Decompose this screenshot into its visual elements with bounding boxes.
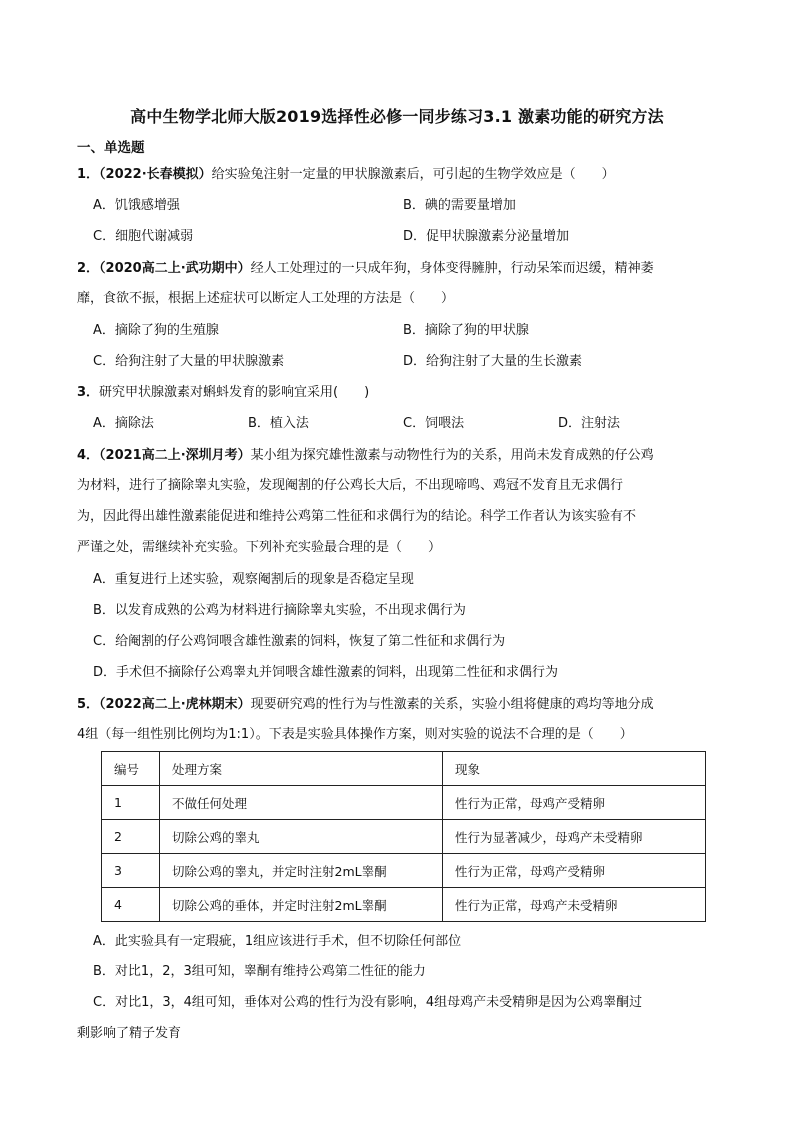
q1-option-d: D．促甲状腺激素分泌量增加 (403, 229, 570, 244)
question-4-stem (77, 447, 654, 465)
section-heading: 一、单选题 (77, 140, 145, 156)
question-number: 5． (77, 697, 100, 712)
question-source: （2020高二上·武功期中） (99, 261, 251, 276)
question-source: （2022高二上·虎林期末） (99, 697, 251, 712)
q2-option-b: B．摘除了狗的甲状腺 (403, 323, 529, 338)
question-4-stem-line-2: 为材料，进行了摘除睾丸实验，发现阉割的仔公鸡长大后，不出现啼鸣、鸡冠不发育且无求偶行 (77, 478, 624, 493)
q2-option-c: C．给狗注射了大量的甲状腺激素 (93, 354, 285, 369)
q2-option-a: A．摘除了狗的生殖腺 (93, 323, 219, 338)
table-header-cell: 处理方案 (160, 752, 443, 786)
question-source: （2021高二上·深圳月考） (99, 448, 251, 463)
question-text: 某小组为探究雄性激素与动物性行为的关系，用尚未发育成熟的仔公鸡 (250, 448, 654, 463)
table-cell: 4 (102, 888, 160, 922)
q3-option-c: C．饲喂法 (403, 416, 465, 431)
question-source: （2022·长春模拟） (99, 167, 212, 182)
q5-option-a: A．此实验具有一定瑕疵，1组应该进行手术，但不切除任何部位 (93, 934, 462, 949)
question-text: 经人工处理过的一只成年狗，身体变得臃肿，行动呆笨而迟缓，精神萎 (250, 261, 654, 276)
q1-option-a: A．饥饿感增强 (93, 198, 180, 213)
question-2-stem (77, 260, 654, 278)
question-5-stem-line-2: 4组（每一组性别比例均为1:1）。下表是实验具体操作方案，则对实验的说法不合理的是（ ） (77, 727, 633, 742)
question-2-stem-line-2: 靡，食欲不振，根据上述症状可以断定人工处理的方法是（ ） (77, 291, 455, 306)
table-cell: 2 (102, 820, 160, 854)
question-number: 1． (77, 167, 100, 182)
q4-option-c: C．给阉割的仔公鸡饲喂含雄性激素的饲料，恢复了第二性征和求偶行为 (93, 634, 506, 649)
question-4-stem-line-4: 严谨之处，需继续补充实验。下列补充实验最合理的是（ ） (77, 540, 442, 555)
table-header-row (102, 752, 706, 786)
q3-option-b: B．植入法 (248, 416, 309, 431)
table-cell: 切除公鸡的睾丸 (160, 820, 443, 854)
question-number: 3． (77, 385, 100, 400)
table-row (102, 786, 706, 820)
table-cell: 1 (102, 786, 160, 820)
question-text: 给实验兔注射一定量的甲状腺激素后，可引起的生物学效应是（ ） (211, 167, 615, 182)
q5-option-c-continued: 剩影响了精子发育 (77, 1026, 182, 1041)
table-cell: 性行为正常，母鸡产未受精卵 (443, 888, 706, 922)
table-cell: 切除公鸡的垂体，并定时注射2mL睾酮 (160, 888, 443, 922)
q4-option-d: D．手术但不摘除仔公鸡睾丸并饲喂含雄性激素的饲料，出现第二性征和求偶行为 (93, 665, 559, 680)
table-cell: 切除公鸡的睾丸，并定时注射2mL睾酮 (160, 854, 443, 888)
q5-option-b: B．对比1，2，3组可知，睾酮有维持公鸡第二性征的能力 (93, 964, 426, 979)
table-row (102, 888, 706, 922)
experiment-table (101, 751, 706, 922)
table-cell: 不做任何处理 (160, 786, 443, 820)
question-1-stem (77, 166, 615, 184)
table-cell: 性行为显著减少，母鸡产未受精卵 (443, 820, 706, 854)
q1-option-b: B．碘的需要量增加 (403, 198, 516, 213)
q2-option-d: D．给狗注射了大量的生长激素 (403, 354, 583, 369)
table-cell: 3 (102, 854, 160, 888)
table-cell: 性行为正常，母鸡产受精卵 (443, 854, 706, 888)
table-row (102, 820, 706, 854)
question-3-stem (77, 384, 369, 402)
question-text: 研究甲状腺激素对蝌蚪发育的影响宜采用( ) (99, 385, 370, 400)
q4-option-a: A．重复进行上述实验，观察阉割后的现象是否稳定呈现 (93, 572, 414, 587)
q1-option-c: C．细胞代谢减弱 (93, 229, 194, 244)
q4-option-b: B．以发育成熟的公鸡为材料进行摘除睾丸实验，不出现求偶行为 (93, 603, 466, 618)
table-header-cell: 现象 (443, 752, 706, 786)
table-row (102, 854, 706, 888)
q3-option-a: A．摘除法 (93, 416, 154, 431)
question-5-stem (77, 696, 654, 714)
table-header-cell: 编号 (102, 752, 160, 786)
q5-option-c: C．对比1，3，4组可知，垂体对公鸡的性行为没有影响，4组母鸡产未受精卵是因为公鸡睾酮过 (93, 995, 643, 1010)
question-number: 2． (77, 261, 100, 276)
table-cell: 性行为正常，母鸡产受精卵 (443, 786, 706, 820)
question-text: 现要研究鸡的性行为与性激素的关系，实验小组将健康的鸡均等地分成 (250, 697, 654, 712)
question-number: 4． (77, 448, 100, 463)
question-4-stem-line-3: 为，因此得出雄性激素能促进和维持公鸡第二性征和求偶行为的结论。科学工作者认为该实验有不 (77, 509, 637, 524)
document-title: 高中生物学北师大版2019选择性必修一同步练习3.1 激素功能的研究方法 (130, 107, 664, 126)
q3-option-d: D．注射法 (558, 416, 621, 431)
